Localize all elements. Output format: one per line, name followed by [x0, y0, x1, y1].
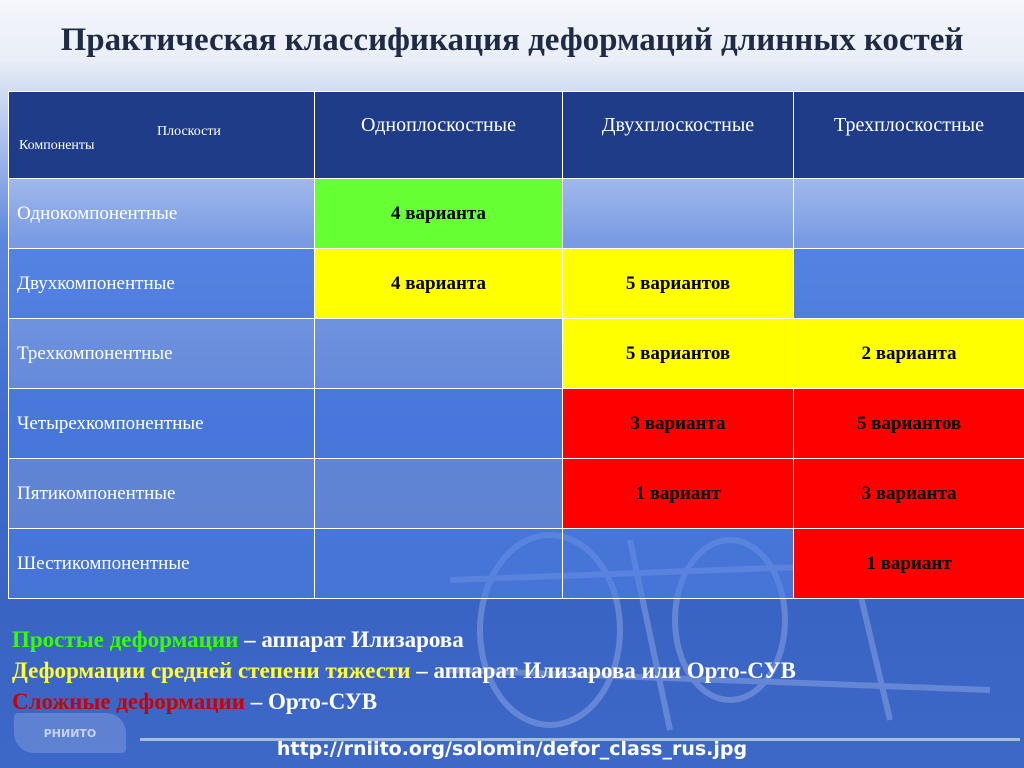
table-row	[9, 179, 1024, 249]
page-title: Практическая классификация деформаций длинных костей	[60, 22, 964, 58]
row-label: Трехкомпонентные	[9, 319, 315, 389]
table-cell: 4 варианта	[315, 249, 563, 319]
table-cell: 5 вариантов	[794, 389, 1024, 459]
classification-table	[8, 91, 1024, 599]
legend-simple-text: – аппарат Илизарова	[238, 627, 464, 652]
legend-complex	[12, 686, 796, 717]
legend	[12, 624, 796, 717]
table-row	[9, 389, 1024, 459]
table-cell	[315, 389, 563, 459]
row-label: Однокомпонентные	[9, 179, 315, 249]
table-cell	[315, 319, 563, 389]
legend-simple-term: Простые деформации	[12, 627, 239, 652]
table-cell: 3 варианта	[563, 389, 794, 459]
row-label: Четырехкомпонентные	[9, 389, 315, 459]
table-cell: 5 вариантов	[563, 249, 794, 319]
table-cell	[563, 179, 794, 249]
table-cell: 4 варианта	[315, 179, 563, 249]
row-label: Двухкомпонентные	[9, 249, 315, 319]
table-row	[9, 249, 1024, 319]
table-cell	[315, 529, 563, 599]
row-label: Пятикомпонентные	[9, 459, 315, 529]
legend-medium-term: Деформации средней степени тяжести	[12, 658, 411, 683]
column-header-uniplanar: Одноплоскостные	[315, 92, 563, 179]
table-cell	[315, 459, 563, 529]
source-url: http://rniito.org/solomin/defor_class_rus.jpg	[276, 738, 748, 760]
planes-label: Плоскости	[157, 124, 221, 139]
legend-simple	[12, 624, 796, 655]
table-cell	[563, 529, 794, 599]
legend-medium-text: – аппарат Илизарова или Орто-СУВ	[410, 658, 796, 683]
table-header-row	[9, 92, 1024, 179]
legend-complex-text: – Орто-СУВ	[245, 689, 378, 714]
legend-complex-term: Сложные деформации	[12, 689, 246, 714]
table-cell: 3 варианта	[794, 459, 1024, 529]
column-header-biplanar: Двухплоскостные	[563, 92, 794, 179]
table-row	[9, 529, 1024, 599]
table-cell: 2 варианта	[794, 319, 1024, 389]
table-row	[9, 319, 1024, 389]
table-row	[9, 459, 1024, 529]
corner-header-cell	[9, 92, 315, 179]
table-cell	[794, 179, 1024, 249]
components-label: Компоненты	[19, 138, 95, 153]
column-header-triplanar: Трехплоскостные	[794, 92, 1024, 179]
table-cell: 1 вариант	[563, 459, 794, 529]
table-cell: 5 вариантов	[563, 319, 794, 389]
logo-text: РНИИТО	[43, 726, 97, 740]
legend-medium	[12, 655, 796, 686]
table-cell	[794, 249, 1024, 319]
table-cell: 1 вариант	[794, 529, 1024, 599]
row-label: Шестикомпонентные	[9, 529, 315, 599]
